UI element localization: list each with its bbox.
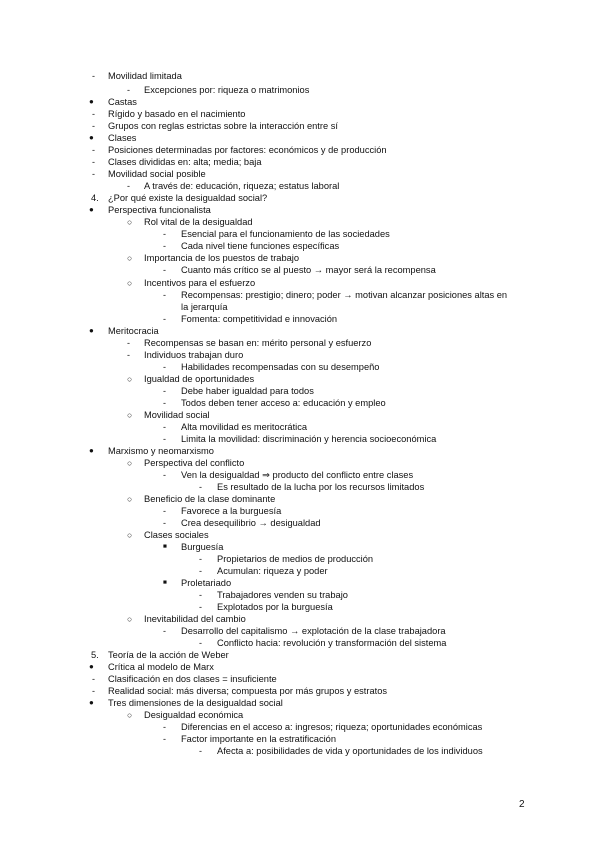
outline-text: Realidad social: más diversa; compuesta por más grupos y estratos (108, 686, 388, 696)
bullet-marker: - (163, 626, 166, 636)
outline-text: Tres dimensiones de la desigualdad social (108, 698, 283, 708)
outline-text: Posiciones determinadas por factores: económicos y de producción (108, 145, 387, 155)
bullet-marker: - (163, 229, 166, 239)
bullet-marker: ○ (127, 410, 133, 420)
bullet-marker: - (199, 602, 202, 612)
bullet-marker: ○ (127, 253, 133, 263)
outline-text: Incentivos para el esfuerzo (144, 278, 256, 288)
outline-line (0, 361, 580, 373)
outline-line (0, 457, 580, 469)
outline-text: Proletariado (181, 578, 232, 588)
outline-text: Es resultado de la lucha por los recursos limitados (217, 482, 425, 492)
outline-text: Perspectiva del conflicto (144, 458, 245, 468)
bullet-marker: - (163, 470, 166, 480)
outline-line (0, 397, 580, 409)
outline-line (0, 697, 580, 709)
bullet-marker: - (163, 434, 166, 444)
outline-line (0, 349, 580, 361)
outline-text: Habilidades recompensadas con su desempeño (181, 362, 380, 372)
bullet-marker: ■ (163, 543, 167, 550)
bullet-marker: - (92, 145, 95, 155)
outline-text: Movilidad social (144, 410, 210, 420)
outline-text: Cuanto más crítico se al puesto → mayor será la recompensa (181, 265, 436, 275)
outline-text: Clases (108, 133, 137, 143)
outline-line (0, 745, 580, 757)
outline-text: Movilidad social posible (108, 169, 206, 179)
outline-line (0, 277, 580, 289)
outline-text: Cada nivel tiene funciones específicas (181, 241, 340, 251)
bullet-marker: - (199, 566, 202, 576)
bullet-marker: - (92, 674, 95, 684)
outline-text: Recompensas se basan en: mérito personal y esfuerzo (144, 338, 372, 348)
outline-line (0, 685, 580, 697)
bullet-marker: ○ (127, 374, 133, 384)
bullet-marker: - (92, 121, 95, 131)
bullet-marker: ○ (127, 217, 133, 227)
outline-line (0, 589, 580, 601)
outline-line (0, 517, 580, 529)
bullet-marker: - (163, 241, 166, 251)
outline-line (0, 96, 580, 108)
outline-line (0, 385, 580, 397)
bullet-marker: ● (89, 662, 94, 671)
outline-text: Igualdad de oportunidades (144, 374, 255, 384)
outline-line (0, 565, 580, 577)
outline-line (0, 445, 580, 457)
outline-line (0, 228, 580, 240)
outline-text: Inevitabilidad del cambio (144, 614, 246, 624)
outline-line (0, 180, 580, 192)
bullet-marker: ● (89, 326, 94, 335)
bullet-marker: - (127, 350, 130, 360)
outline-text: ¿Por qué existe la desigualdad social? (108, 193, 268, 203)
bullet-marker: ○ (127, 458, 133, 468)
outline-line (0, 673, 580, 685)
outline-text: Esencial para el funcionamiento de las sociedades (181, 229, 390, 239)
bullet-marker: ■ (163, 579, 167, 586)
outline-line (0, 192, 580, 204)
bullet-marker: 5. (91, 650, 99, 660)
bullet-marker: ● (89, 698, 94, 707)
outline-text: Teoría de la acción de Weber (108, 650, 229, 660)
outline-line (0, 240, 580, 252)
bullet-marker: - (163, 265, 166, 275)
outline-text: Perspectiva funcionalista (108, 205, 211, 215)
outline-text: Crea desequilibrio → desigualdad (181, 518, 321, 528)
outline-line (0, 421, 580, 433)
outline-line (0, 84, 580, 96)
outline-text: Rol vital de la desigualdad (144, 217, 253, 227)
page-number: 2 (519, 799, 525, 810)
bullet-marker: ● (89, 133, 94, 142)
bullet-marker: ● (89, 205, 94, 214)
outline-text: Clases sociales (144, 530, 209, 540)
outline-text: Crítica al modelo de Marx (108, 662, 214, 672)
bullet-marker: - (199, 590, 202, 600)
bullet-marker: - (92, 686, 95, 696)
bullet-marker: - (163, 398, 166, 408)
outline-line (0, 144, 580, 156)
outline-line (0, 156, 580, 168)
outline-text: Ven la desigualdad ⇒ producto del conflicto entre clases (181, 470, 414, 480)
outline-text: Acumulan: riqueza y poder (217, 566, 328, 576)
outline-line (0, 733, 580, 745)
outline-text: Clasificación en dos clases = insuficiente (108, 674, 277, 684)
outline-text: Fomenta: competitividad e innovación (181, 314, 338, 324)
outline-line (0, 337, 580, 349)
outline-text: Afecta a: posibilidades de vida y oportunidades de los individuos (217, 746, 483, 756)
bullet-marker: - (163, 386, 166, 396)
bullet-marker: - (163, 518, 166, 528)
outline-line (0, 493, 580, 505)
outline-line (0, 469, 580, 481)
outline-line (0, 553, 580, 565)
outline-line (0, 637, 580, 649)
outline-line (0, 577, 580, 589)
outline-line (0, 204, 580, 216)
outline-text: Debe haber igualdad para todos (181, 386, 314, 396)
outline-text: Factor importante en la estratificación (181, 734, 337, 744)
outline-text: Grupos con reglas estrictas sobre la interacción entre sí (108, 121, 338, 131)
outline-line (0, 216, 580, 228)
outline-text: Rígido y basado en el nacimiento (108, 109, 246, 119)
outline-line (0, 264, 580, 276)
bullet-marker: - (92, 157, 95, 167)
outline-line (0, 601, 580, 613)
bullet-marker: - (92, 71, 95, 81)
outline-line (0, 649, 580, 661)
outline-text: Desigualdad económica (144, 710, 244, 720)
bullet-marker: - (163, 362, 166, 372)
outline-text: Alta movilidad es meritocrática (181, 422, 308, 432)
outline-line (0, 661, 580, 673)
outline-text: Explotados por la burguesía (217, 602, 333, 612)
bullet-marker: - (92, 169, 95, 179)
outline-line (0, 529, 580, 541)
bullet-marker: - (199, 482, 202, 492)
outline-text: Excepciones por: riqueza o matrimonios (144, 85, 310, 95)
outline-text: Beneficio de la clase dominante (144, 494, 276, 504)
outline-line (0, 481, 580, 493)
bullet-marker: - (127, 85, 130, 95)
outline-text: Limita la movilidad: discriminación y herencia socioeconómica (181, 434, 437, 444)
outline-line (0, 409, 580, 421)
outline-text: Recompensas: prestigio; dinero; poder → motivan alcanzar posiciones altas en la jerarquía (181, 290, 508, 312)
outline-line (0, 721, 580, 733)
outline-line (0, 289, 580, 312)
outline-text: Meritocracia (108, 326, 159, 336)
outline-text: A través de: educación, riqueza; estatus laboral (144, 181, 340, 191)
outline-text: Individuos trabajan duro (144, 350, 244, 360)
outline-text: Desarrollo del capitalismo → explotación de la clase trabajadora (181, 626, 446, 636)
outline-text: Clases divididas en: alta; media; baja (108, 157, 262, 167)
bullet-marker: 4. (91, 193, 99, 203)
outline-line (0, 313, 580, 325)
bullet-marker: - (163, 422, 166, 432)
bullet-marker: - (163, 734, 166, 744)
bullet-marker: ● (89, 97, 94, 106)
bullet-marker: - (199, 746, 202, 756)
bullet-marker: ○ (127, 710, 133, 720)
outline-text: Todos deben tener acceso a: educación y empleo (181, 398, 386, 408)
outline-line (0, 252, 580, 264)
outline-line (0, 70, 580, 82)
outline-text: Burguesía (181, 542, 224, 552)
bullet-marker: - (199, 638, 202, 648)
bullet-marker: - (163, 314, 166, 324)
bullet-marker: - (163, 290, 166, 300)
outline-line (0, 625, 580, 637)
bullet-marker: ○ (127, 614, 133, 624)
bullet-marker: ○ (127, 278, 133, 288)
bullet-marker: ○ (127, 530, 133, 540)
outline-text: Favorece a la burguesía (181, 506, 282, 516)
outline-text: Diferencias en el acceso a: ingresos; riqueza; oportunidades económicas (181, 722, 483, 732)
outline-text: Castas (108, 97, 137, 107)
bullet-marker: - (163, 506, 166, 516)
outline-text: Conflicto hacia: revolución y transformación del sistema (217, 638, 447, 648)
bullet-marker: ○ (127, 494, 133, 504)
outline-line (0, 168, 580, 180)
outline-line (0, 613, 580, 625)
bullet-marker: - (199, 554, 202, 564)
outline-text: Marxismo y neomarxismo (108, 446, 214, 456)
outline-line (0, 505, 580, 517)
outline-text: Propietarios de medios de producción (217, 554, 374, 564)
outline-line (0, 709, 580, 721)
bullet-marker: ● (89, 446, 94, 455)
outline-line (0, 541, 580, 553)
bullet-marker: - (127, 338, 130, 348)
outline-line (0, 325, 580, 337)
outline-line (0, 132, 580, 144)
outline-line (0, 120, 580, 132)
outline-text: Trabajadores venden su trabajo (217, 590, 348, 600)
bullet-marker: - (92, 109, 95, 119)
outline-line (0, 433, 580, 445)
outline-line (0, 108, 580, 120)
outline-line (0, 373, 580, 385)
outline-text: Movilidad limitada (108, 71, 182, 81)
bullet-marker: - (163, 722, 166, 732)
bullet-marker: - (127, 181, 130, 191)
outline-text: Importancia de los puestos de trabajo (144, 253, 300, 263)
